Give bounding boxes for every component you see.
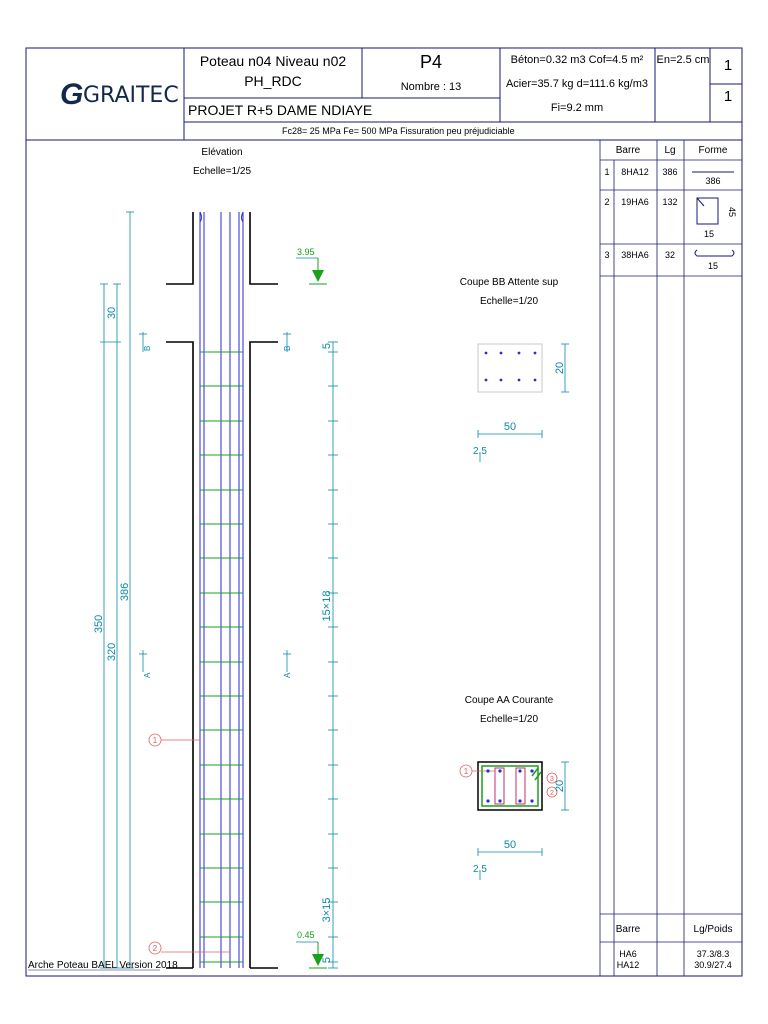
- bar-shape-2-width: 15: [703, 229, 715, 239]
- svg-text:G: G: [60, 78, 84, 111]
- bars-table: [600, 140, 742, 976]
- level-marker-top: [296, 258, 327, 284]
- bar-marker-2: [149, 942, 230, 954]
- bar-shape-2-stirrup: [697, 198, 718, 224]
- section-bb-drawing: [478, 344, 569, 462]
- section-aa-mark-2: 2: [550, 790, 554, 797]
- bar-marker-2-label: 2: [152, 944, 158, 953]
- bar-row-2-num: 2: [604, 197, 610, 207]
- cut-b-right: B: [283, 345, 292, 351]
- section-aa-bar-dot: [518, 799, 521, 802]
- section-aa-bar-dot: [498, 769, 501, 772]
- section-aa-cover: 2.5: [473, 864, 487, 875]
- column-count: Nombre : 13: [400, 81, 462, 93]
- dim-30: 30: [106, 306, 118, 320]
- footer-version: Arche Poteau BAEL Version 2018: [28, 960, 178, 971]
- bar-row-2-bar: 19HA6: [621, 197, 649, 207]
- section-bb-height: 20: [554, 361, 566, 375]
- section-aa-bar-dot: [530, 769, 533, 772]
- spacing-dimension: [328, 342, 338, 968]
- elevation-scale: Echelle=1/25: [192, 166, 252, 177]
- section-aa-mark-3: 3: [550, 776, 554, 783]
- bar-shape-2-height: 45: [727, 206, 737, 218]
- bars-header-bar: Barre: [615, 145, 641, 156]
- bar-row-2-length: 132: [662, 197, 678, 207]
- summary-row-2-value: 30.9/27.4: [694, 960, 732, 970]
- section-bb-cover: 2.5: [473, 446, 487, 457]
- section-bb-title: Coupe BB Attente sup: [459, 277, 559, 288]
- bar-row-1-num: 1: [604, 167, 610, 177]
- column-title: Poteau n04 Niveau n02: [199, 53, 347, 69]
- project-name: PROJET R+5 DAME NDIAYE: [188, 102, 373, 118]
- slab-outline: [166, 212, 278, 968]
- column-code: P4: [419, 52, 443, 72]
- section-aa-bar-dot: [498, 799, 501, 802]
- summary-header-weight: Lg/Poids: [693, 924, 733, 935]
- concrete-info: Béton=0.32 m3 Cof=4.5 m²: [510, 54, 644, 66]
- section-aa-mark-1: 1: [463, 767, 469, 776]
- section-bb-bar-dot: [500, 352, 503, 355]
- section-bb-width: 50: [503, 421, 517, 433]
- sheet-total: 1: [723, 88, 733, 105]
- elevation-title: Elévation: [201, 147, 243, 158]
- bar-shape-3-dim: 15: [707, 261, 719, 271]
- section-aa-bar-dot: [486, 769, 489, 772]
- section-bb-bar-dot: [518, 352, 521, 355]
- level-bottom: 0.45: [297, 930, 315, 940]
- section-aa-width: 50: [503, 839, 517, 851]
- section-aa-scale: Echelle=1/20: [479, 714, 539, 725]
- bar-row-3-num: 3: [604, 250, 610, 260]
- longitudinal-rebars: [200, 212, 243, 968]
- diameter-info: Fi=9.2 mm: [550, 102, 604, 114]
- summary-row-1-value: 37.3/8.3: [696, 949, 730, 959]
- bar-row-3-length: 32: [664, 250, 676, 260]
- cover-info: En=2.5 cm: [656, 54, 710, 66]
- section-aa-bar-dot: [518, 769, 521, 772]
- cut-a-right: A: [283, 672, 292, 678]
- summary-header-bar: Barre: [615, 924, 641, 935]
- cut-b-left: B: [143, 345, 152, 351]
- spacing-bottom: 5: [321, 956, 333, 964]
- bars-header-shape: Forme: [698, 145, 728, 156]
- dim-350: 350: [93, 614, 105, 634]
- materials-info: Fc28= 25 MPa Fe= 500 MPa Fissuration peu préjudiciable: [282, 126, 515, 136]
- section-aa-bar-dot: [530, 799, 533, 802]
- bar-row-1-length: 386: [662, 167, 678, 177]
- logo-text: GRAITEC: [83, 83, 179, 108]
- title-block: [26, 48, 742, 976]
- spacing-top: 5: [321, 342, 333, 350]
- spacing-mid: 15×18: [321, 590, 333, 622]
- section-aa-height: 20: [554, 779, 566, 793]
- spacing-low: 3×15: [321, 897, 333, 923]
- bar-marker-1-label: 1: [152, 736, 158, 745]
- level-marker-bottom: [296, 942, 327, 968]
- graitec-logo: [60, 78, 179, 111]
- dim-386: 386: [119, 582, 131, 602]
- bar-row-3-bar: 38HA6: [621, 250, 649, 260]
- steel-info: Acier=35.7 kg d=111.6 kg/m3: [505, 78, 649, 90]
- bar-shape-1-dim: 386: [705, 176, 721, 186]
- section-bb-bar-dot: [500, 379, 503, 382]
- cut-a-left: A: [143, 672, 152, 678]
- section-bb-bar-dot: [534, 379, 537, 382]
- section-bb-bar-dot: [518, 379, 521, 382]
- summary-row-1-bar: HA6: [619, 949, 637, 959]
- sheet-number: 1: [723, 57, 733, 74]
- section-bb-bar-dot: [485, 352, 488, 355]
- column-level: PH_RDC: [244, 73, 302, 89]
- level-top: 3.95: [297, 247, 315, 257]
- dim-320: 320: [106, 642, 118, 662]
- bar-shape-3-hook: [695, 250, 734, 256]
- section-bb-scale: Echelle=1/20: [479, 296, 539, 307]
- bar-row-1-bar: 8HA12: [621, 167, 649, 177]
- section-aa-bar-dot: [486, 799, 489, 802]
- section-bb-bar-dot: [534, 352, 537, 355]
- section-bb-bar-dot: [485, 379, 488, 382]
- section-aa-title: Coupe AA Courante: [464, 695, 554, 706]
- bars-header-length: Lg: [664, 145, 676, 156]
- summary-row-2-bar: HA12: [616, 960, 640, 970]
